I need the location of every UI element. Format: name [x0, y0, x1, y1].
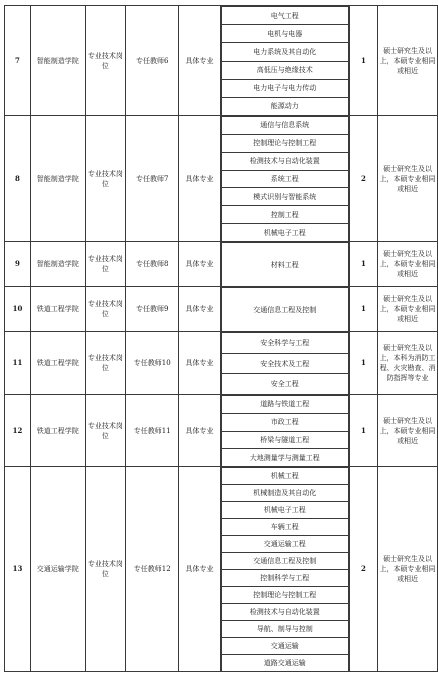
major-item: 控制工程	[221, 206, 348, 224]
major-item: 机械工程	[221, 468, 348, 485]
post-name-cell: 专任教师10	[126, 332, 179, 395]
major-item: 大地测量学与测量工程	[221, 449, 348, 466]
category-cell: 具体专业	[179, 6, 221, 116]
majors-cell	[220, 332, 349, 395]
table-row	[5, 467, 438, 672]
headcount-cell: 2	[349, 116, 377, 242]
major-item: 安全科学与工程	[221, 333, 348, 354]
headcount-cell: 1	[349, 6, 377, 116]
majors-cell	[220, 395, 349, 467]
majors-cell	[220, 116, 349, 242]
majors-list	[221, 395, 349, 466]
row-number: 11	[5, 332, 31, 395]
headcount-cell: 1	[349, 287, 377, 332]
major-item: 交通信息工程及控制	[221, 288, 348, 332]
major-item: 电机与电器	[221, 25, 348, 43]
major-item: 能源动力	[221, 97, 348, 115]
major-item: 电气工程	[221, 7, 348, 25]
major-item: 控制科学与工程	[221, 570, 348, 587]
majors-cell	[220, 467, 349, 672]
major-item: 高低压与绝缘技术	[221, 61, 348, 79]
majors-list	[221, 242, 349, 286]
college-cell: 智能制造学院	[30, 242, 85, 287]
major-item: 机械制造及其自动化	[221, 485, 348, 502]
major-item: 材料工程	[221, 243, 348, 287]
college-cell: 智能制造学院	[30, 6, 85, 116]
row-number: 7	[5, 6, 31, 116]
requirement-cell: 硕士研究生及以上，本硕专业相同或相近	[378, 287, 438, 332]
major-item: 安全工程	[221, 374, 348, 394]
major-item: 市政工程	[221, 413, 348, 431]
headcount-cell: 2	[349, 467, 377, 672]
college-cell: 交通运输学院	[30, 467, 85, 672]
majors-list	[221, 287, 349, 331]
row-number: 12	[5, 395, 31, 467]
major-item: 车辆工程	[221, 519, 348, 536]
post-type-cell: 专业技术岗位	[85, 6, 126, 116]
major-item: 控制理论与控制工程	[221, 587, 348, 604]
majors-list	[221, 332, 349, 394]
row-number: 10	[5, 287, 31, 332]
major-item: 控制理论与控制工程	[221, 134, 348, 152]
major-item: 桥梁与隧道工程	[221, 431, 348, 449]
row-number: 8	[5, 116, 31, 242]
major-item: 交通运输工程	[221, 536, 348, 553]
row-number: 9	[5, 242, 31, 287]
post-name-cell: 专任教师7	[126, 116, 179, 242]
post-name-cell: 专任教师11	[126, 395, 179, 467]
headcount-cell: 1	[349, 395, 377, 467]
table-row	[5, 332, 438, 395]
major-item: 电力系统及其自动化	[221, 43, 348, 61]
major-item: 电力电子与电力传动	[221, 79, 348, 97]
category-cell: 具体专业	[179, 395, 221, 467]
college-cell: 铁道工程学院	[30, 332, 85, 395]
headcount-cell: 1	[349, 242, 377, 287]
category-cell: 具体专业	[179, 242, 221, 287]
table-row	[5, 395, 438, 467]
major-item: 通信与信息系统	[221, 117, 348, 135]
post-type-cell: 专业技术岗位	[85, 332, 126, 395]
post-name-cell: 专任教师6	[126, 6, 179, 116]
table-row	[5, 116, 438, 242]
majors-list	[221, 6, 349, 115]
category-cell: 具体专业	[179, 287, 221, 332]
table-row	[5, 6, 438, 116]
headcount-cell: 1	[349, 332, 377, 395]
recruitment-table	[4, 5, 438, 672]
table-row	[5, 287, 438, 332]
category-cell: 具体专业	[179, 116, 221, 242]
major-item: 交通信息工程及控制	[221, 553, 348, 570]
college-cell: 铁道工程学院	[30, 395, 85, 467]
category-cell: 具体专业	[179, 467, 221, 672]
majors-list	[221, 467, 349, 671]
major-item: 系统工程	[221, 170, 348, 188]
requirement-cell: 硕士研究生及以上，本硕专业相同或相近	[378, 6, 438, 116]
majors-cell	[220, 242, 349, 287]
category-cell: 具体专业	[179, 332, 221, 395]
requirement-cell: 硕士研究生及以上，本硕专业相同或相近	[378, 467, 438, 672]
college-cell: 智能制造学院	[30, 116, 85, 242]
major-item: 模式识别与智能系统	[221, 188, 348, 206]
post-type-cell: 专业技术岗位	[85, 242, 126, 287]
post-type-cell: 专业技术岗位	[85, 395, 126, 467]
post-type-cell: 专业技术岗位	[85, 116, 126, 242]
row-number: 13	[5, 467, 31, 672]
post-name-cell: 专任教师8	[126, 242, 179, 287]
majors-cell	[220, 287, 349, 332]
post-type-cell: 专业技术岗位	[85, 467, 126, 672]
post-type-cell: 专业技术岗位	[85, 287, 126, 332]
major-item: 导航、制导与控制	[221, 621, 348, 638]
major-item: 机械电子工程	[221, 224, 348, 241]
major-item: 机械电子工程	[221, 502, 348, 519]
major-item: 检测技术与自动化装置	[221, 152, 348, 170]
major-item: 道路交通运输	[221, 655, 348, 672]
college-cell: 铁道工程学院	[30, 287, 85, 332]
requirement-cell: 硕士研究生及以上，本硕专业相同或相近	[378, 395, 438, 467]
table-row	[5, 242, 438, 287]
major-item: 交通运输	[221, 638, 348, 655]
major-item: 检测技术与自动化装置	[221, 604, 348, 621]
requirement-cell: 硕士研究生及以上，本科为消防工程、火灾勘查、消防指挥等专业	[378, 332, 438, 395]
major-item: 安全技术及工程	[221, 353, 348, 374]
majors-cell	[220, 6, 349, 116]
post-name-cell: 专任教师9	[126, 287, 179, 332]
post-name-cell: 专任教师12	[126, 467, 179, 672]
major-item: 道路与铁道工程	[221, 396, 348, 414]
majors-list	[221, 116, 349, 241]
requirement-cell: 硕士研究生及以上，本硕专业相同或相近	[378, 116, 438, 242]
requirement-cell: 硕士研究生及以上，本硕专业相同或相近	[378, 242, 438, 287]
